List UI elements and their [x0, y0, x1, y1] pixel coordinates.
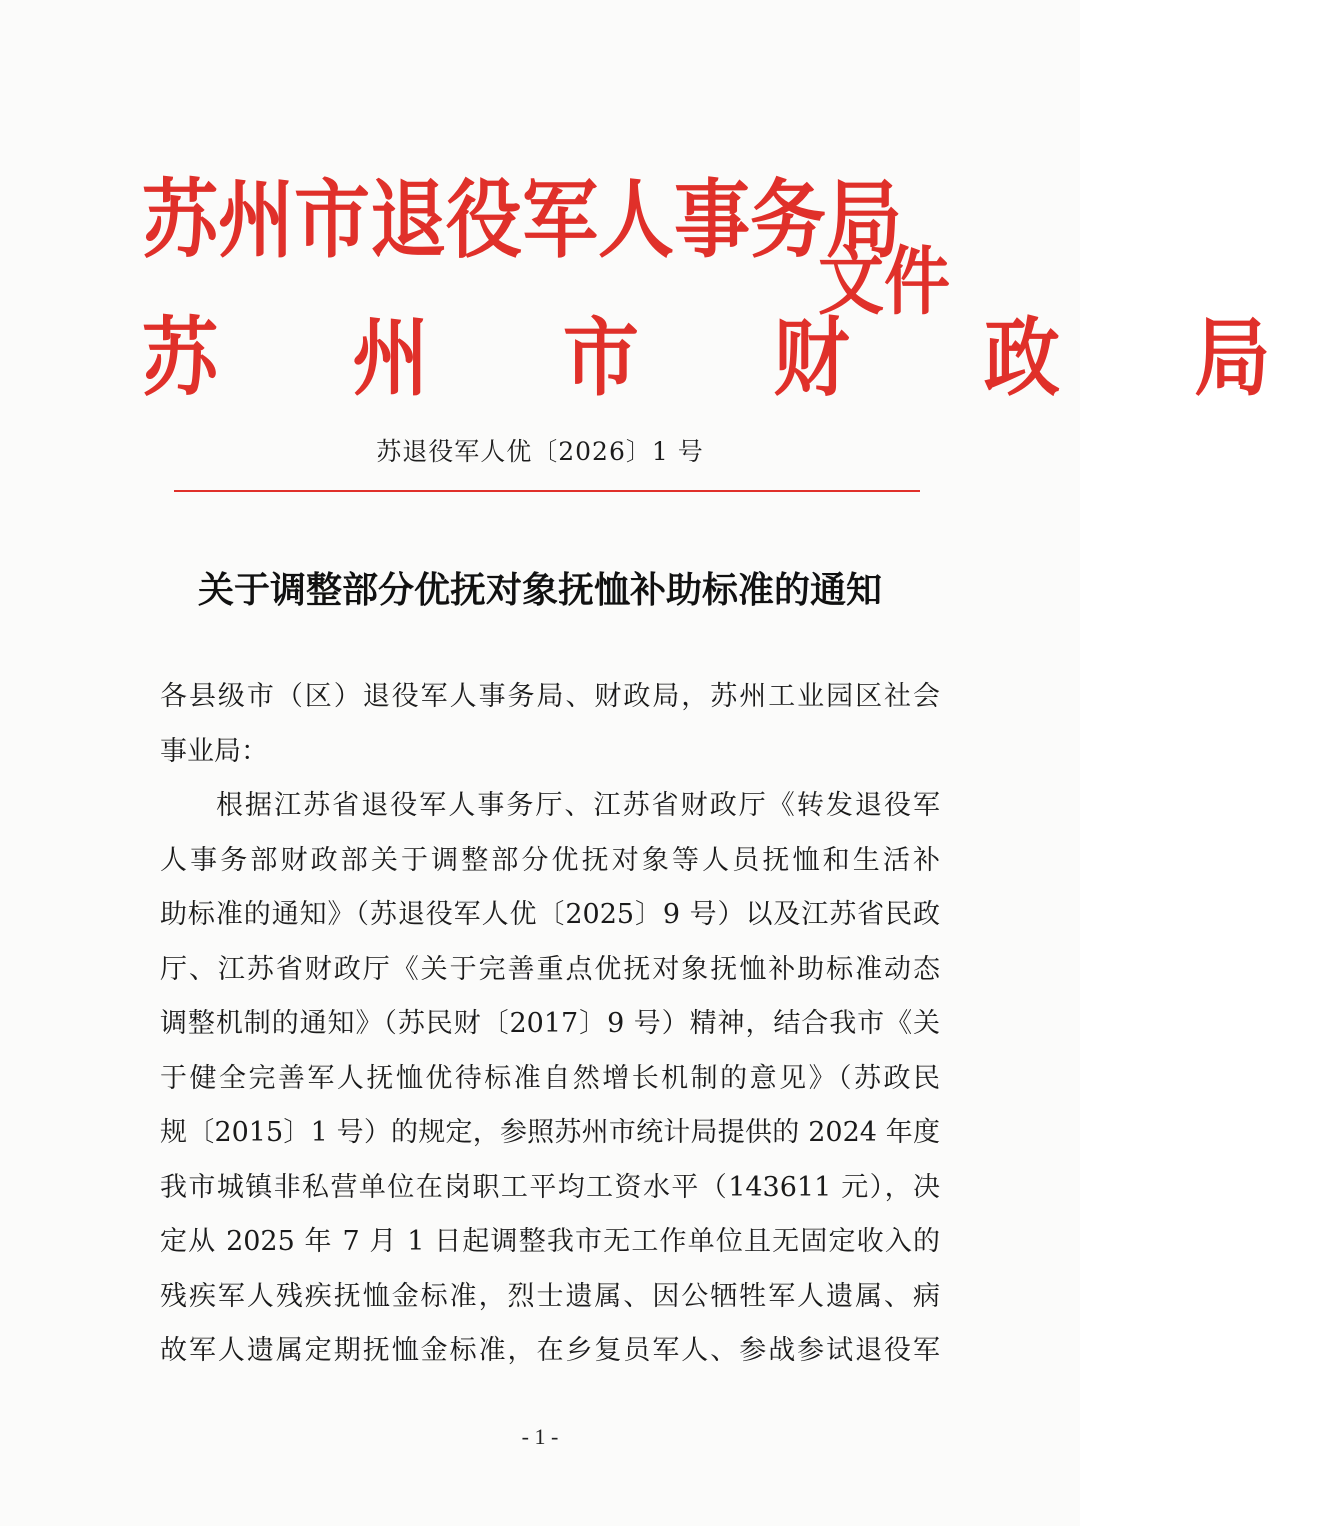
- paragraph-line: 调整机制的通知》（苏民财〔2017〕9 号）精神，结合我市《关: [160, 1008, 940, 1039]
- paragraph-line: 我市城镇非私营单位在岗职工平均工资水平（143611 元），决: [160, 1171, 940, 1203]
- document-number: 苏退役军人优〔2026〕1 号: [376, 437, 704, 466]
- issuer-name-veterans-bureau: 苏州市退役军人事务局: [142, 169, 902, 270]
- page-number: - 1 -: [521, 1424, 559, 1449]
- paragraph-line: 厅、江苏省财政厅《关于完善重点优抚对象抚恤补助标准动态: [160, 953, 940, 985]
- paragraph-line: 于健全完善军人抚恤优待标准自然增长机制的意见》（苏政民: [160, 1062, 940, 1094]
- paragraph-line: 残疾军人残疾抚恤金标准，烈士遗属、因公牺牲军人遗属、病: [160, 1280, 940, 1312]
- paragraph-line: 故军人遗属定期抚恤金标准，在乡复员军人、参战参试退役军: [160, 1335, 940, 1366]
- paragraph-line: 定从 2025 年 7 月 1 日起调整我市无工作单位且无固定收入的: [160, 1226, 940, 1257]
- paragraph-line: 规〔2015〕1 号）的规定，参照苏州市统计局提供的 2024 年度: [160, 1117, 940, 1148]
- paragraph-line: 助标准的通知》（苏退役军人优〔2025〕9 号）以及江苏省民政: [160, 899, 940, 930]
- document-type-label: 文件: [818, 237, 950, 326]
- paragraph-line: 人事务部财政部关于调整部分优抚对象等人员抚恤和生活补: [160, 844, 940, 876]
- body-paragraph: [160, 779, 940, 1379]
- salutation-line: 各县级市（区）退役军人事务局、财政局，苏州工业园区社会: [160, 681, 940, 712]
- salutation: [160, 670, 940, 779]
- paragraph-line: 根据江苏省退役军人事务厅、江苏省财政厅《转发退役军: [216, 790, 940, 821]
- red-divider-line: [174, 490, 920, 492]
- salutation-line: 事业局：: [160, 735, 268, 767]
- issuer-name-finance-bureau: 苏 州 市 财 政 局: [142, 307, 1324, 408]
- document-title: 关于调整部分优抚对象抚恤补助标准的通知: [197, 569, 882, 611]
